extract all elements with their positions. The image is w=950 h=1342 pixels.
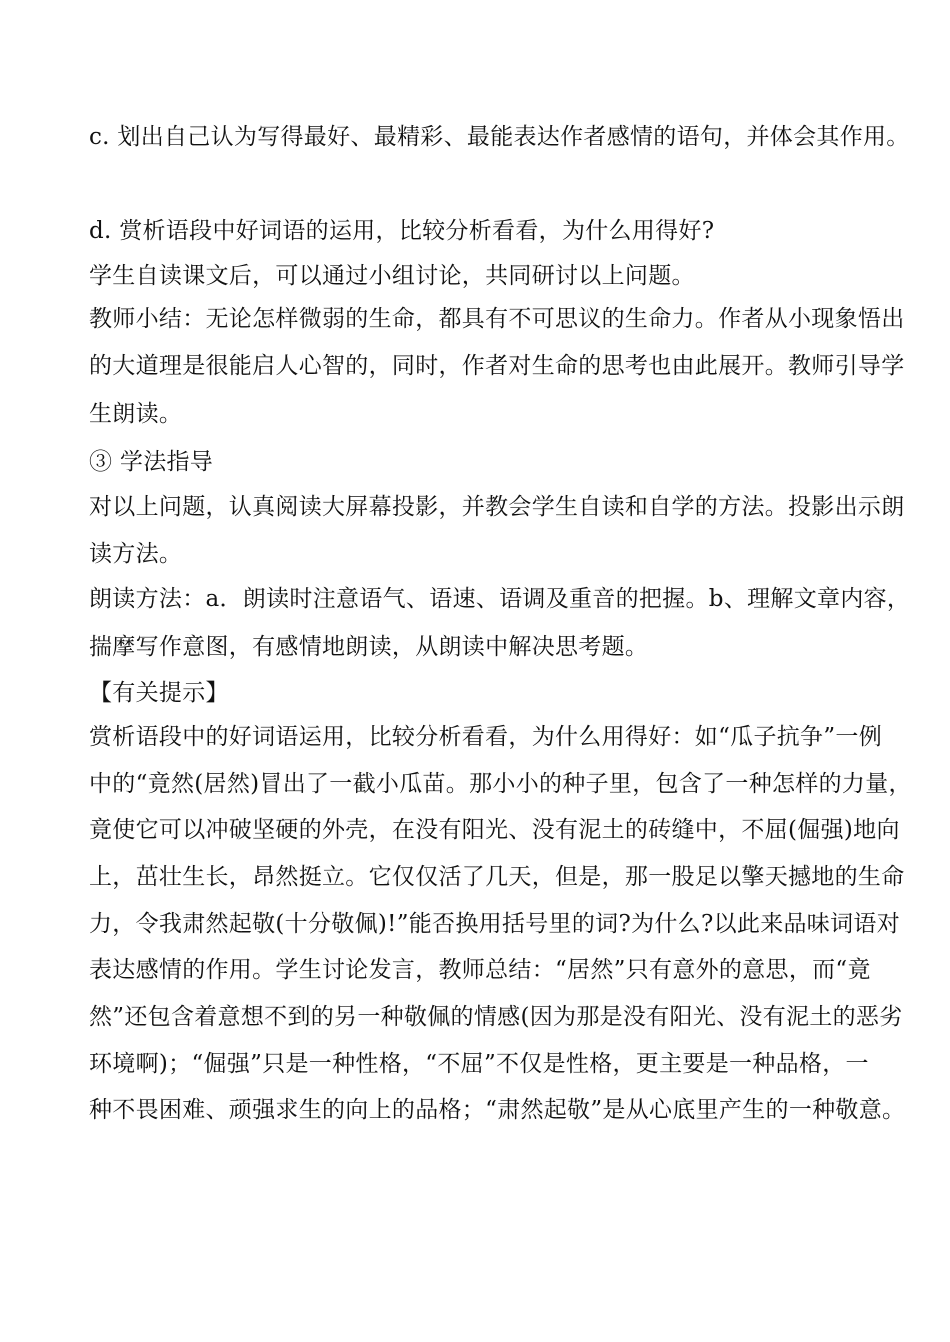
section-heading: ③ 学法指导 — [89, 449, 214, 475]
text-line: 的大道理是很能启人心智的，同时，作者对生命的思考也由此展开。教师引导学 — [89, 353, 905, 379]
text-line: 中的“竟然(居然)冒出了一截小瓜苗。那小小的种子里，包含了一种怎样的力量， — [89, 771, 912, 797]
text-line: 朗读方法：a．朗读时注意语气、语速、语调及重音的把握。b、理解文章内容， — [89, 586, 911, 612]
text-line: 揣摩写作意图，有感情地朗读，从朗读中解决思考题。 — [89, 634, 649, 660]
text-line: 表达感情的作用。学生讨论发言，教师总结：“居然”只有意外的意思，而“竟 — [89, 957, 871, 983]
text-line: 力，令我肃然起敬(十分敬佩)!”能否换用括号里的词?为什么?以此来品味词语对 — [89, 911, 901, 937]
text-line: 种不畏困难、顽强求生的向上的品格；“肃然起敬”是从心底里产生的一种敬意。 — [89, 1097, 906, 1123]
text-line: d. 赏析语段中好词语的运用，比较分析看看，为什么用得好? — [89, 218, 715, 244]
text-line: 读方法。 — [89, 541, 183, 567]
text-line: 学生自读课文后，可以通过小组讨论，共同研讨以上问题。 — [89, 263, 695, 289]
section-heading: 【有关提示】 — [89, 680, 229, 706]
text-line: 生朗读。 — [89, 401, 183, 427]
text-line: 教师小结：无论怎样微弱的生命，都具有不可思议的生命力。作者从小现象悟出 — [89, 306, 905, 332]
text-line: 然”还包含着意想不到的另一种敬佩的情感(因为那是没有阳光、没有泥土的恶劣 — [89, 1004, 903, 1030]
text-line: 对以上问题，认真阅读大屏幕投影，并教会学生自读和自学的方法。投影出示朗 — [89, 494, 905, 520]
text-line: 环境啊)；“倔强”只是一种性格，“不屈”不仅是性格，更主要是一种品格，一 — [89, 1051, 869, 1077]
text-line: c. 划出自己认为写得最好、最精彩、最能表达作者感情的语句，并体会其作用。 — [89, 124, 910, 150]
text-line: 竟使它可以冲破坚硬的外壳，在没有阳光、没有泥土的砖缝中，不屈(倔强)地向 — [89, 817, 900, 843]
text-line: 赏析语段中的好词语运用，比较分析看看，为什么用得好：如“瓜子抗争”一例 — [89, 724, 883, 750]
text-line: 上，茁壮生长，昂然挺立。它仅仅活了几天，但是，那一股足以擎天撼地的生命 — [89, 864, 905, 890]
